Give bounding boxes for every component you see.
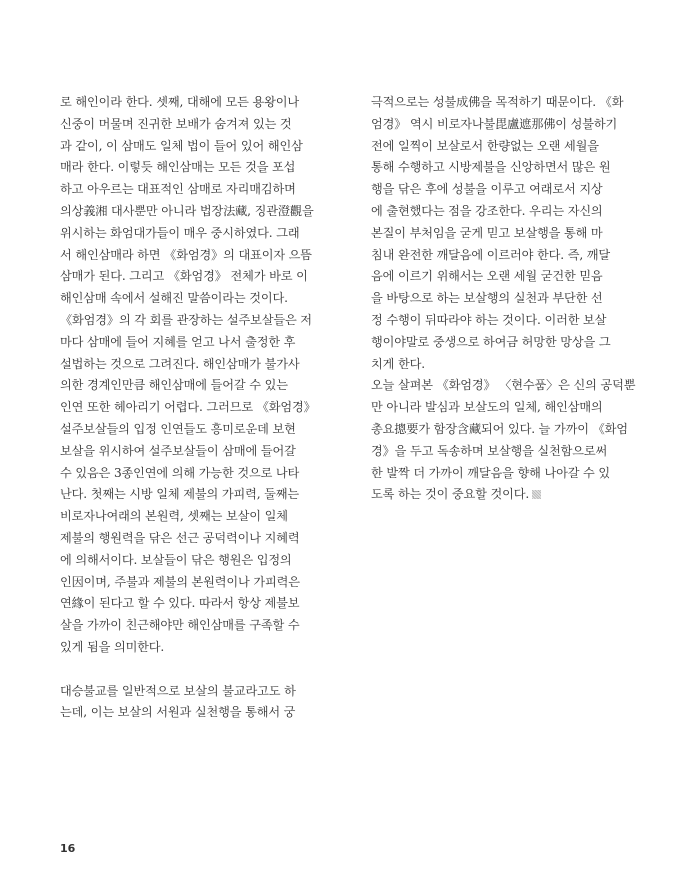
text-line: 있게 됨을 의미한다. (60, 639, 165, 654)
text-line (371, 484, 641, 506)
text-line: 마다 삼매에 들어 지혜를 얻고 나서 출정한 후 (60, 334, 296, 349)
text-line: 의상義湘 대사뿐만 아니라 법장法藏, 징관澄觀을 (60, 203, 314, 218)
page-number: 16 (60, 842, 76, 855)
text-line: 만 아니라 발심과 보살도의 일체, 해인삼매의 (371, 400, 603, 415)
text-line: 매라 한다. 이렇듯 해인삼매는 모든 것을 포섭 (60, 160, 296, 175)
left-column (60, 92, 330, 724)
paragraph-bodhisattvas (60, 310, 330, 659)
text-line: 설주보살들의 입정 인연들도 흥미로운데 보현 (60, 421, 296, 436)
text-line: 과 같이, 이 삼매도 일체 법이 들어 있어 해인삼 (60, 138, 303, 153)
paragraph-buddhahood (371, 92, 641, 375)
paragraph-haein-samadhi (60, 92, 330, 310)
text-line: 살을 가까이 친근해야만 해인삼매를 구족할 수 (60, 618, 300, 633)
text-line: 신중이 머물며 진귀한 보배가 숨겨져 있는 것 (60, 116, 292, 131)
text-line: 인연 또한 헤아리기 어렵다. 그러므로 《화엄경》 (60, 400, 316, 415)
text-line: 삼매가 된다. 그리고 《화엄경》 전체가 바로 이 (60, 269, 308, 284)
end-mark-icon (532, 490, 541, 499)
text-line: 전에 일찍이 보살로서 한량없는 오랜 세월을 (371, 138, 599, 153)
text-line: 서 해인삼매라 하면 《화엄경》의 대표이자 으뜸 (60, 247, 312, 262)
text-line: 보살을 위시하여 설주보살들이 삼매에 들어갈 (60, 443, 296, 458)
text-line: 는데, 이는 보살의 서원과 실천행을 통해서 궁 (60, 705, 296, 720)
text-line: 경》을 두고 독송하며 보살행을 실천함으로써 (371, 443, 608, 458)
text-line: 총요摠要가 함장含藏되어 있다. 늘 가까이 《화엄 (371, 421, 628, 436)
text-line: 한 발짝 더 가까이 깨달음을 향해 나아갈 수 있 (371, 465, 611, 480)
text-line: 제불의 행원력을 닦은 선근 공덕력이나 지혜력 (60, 530, 300, 545)
text-line: 행을 닦은 후에 성불을 이루고 여래로서 지상 (371, 182, 603, 197)
text-line: 침내 완전한 깨달음에 이르러야 한다. 즉, 깨달 (371, 247, 611, 262)
text-line: 난다. 첫째는 시방 일체 제불의 가피력, 둘째는 (60, 487, 300, 502)
paragraph-mahayana (60, 681, 330, 725)
text-line: 통해 수행하고 시방제불을 신앙하면서 많은 원 (371, 160, 611, 175)
text-line: 본질이 부처임을 굳게 믿고 보살행을 통해 마 (371, 225, 603, 240)
text-line: 치게 한다. (371, 356, 425, 371)
text-line: 에 의해서이다. 보살들이 닦은 행원은 입정의 (60, 552, 292, 567)
text-line: 《화엄경》의 각 회를 관장하는 설주보살들은 저 (60, 312, 312, 327)
text-line: 행이야말로 중생으로 하여금 허망한 망상을 그 (371, 334, 611, 349)
text-line: 엄경》 역시 비로자나불毘盧遮那佛이 성불하기 (371, 116, 618, 131)
paragraph-conclusion (371, 375, 641, 506)
text-line: 극적으로는 성불成佛을 목적하기 때문이다. 《화 (371, 95, 624, 109)
text-line: 의한 경계인만큼 해인삼매에 들어갈 수 있는 (60, 378, 288, 393)
text-line: 인因이며, 주불과 제불의 본원력이나 가피력은 (60, 574, 300, 589)
right-column (371, 92, 641, 506)
text-line: 위시하는 화엄대가들이 매우 중시하였다. 그래 (60, 225, 300, 240)
text-line: 설법하는 것으로 그려진다. 해인삼매가 불가사 (60, 356, 300, 371)
text-line: 오늘 살펴본 《화엄경》 〈현수품〉은 신의 공덕뿐 (371, 378, 636, 393)
text-line: 에 출현했다는 점을 강조한다. 우리는 자신의 (371, 203, 603, 218)
text-line: 연緣이 된다고 할 수 있다. 따라서 항상 제불보 (60, 596, 300, 611)
text-line: 해인삼매 속에서 설해진 말씀이라는 것이다. (60, 291, 288, 306)
text-line: 을 바탕으로 하는 보살행의 실천과 부단한 선 (371, 291, 603, 306)
text-line: 로 해인이라 한다. 셋째, 대해에 모든 용왕이나 (60, 95, 300, 109)
text-line: 정 수행이 뒤따라야 하는 것이다. 이러한 보살 (371, 312, 607, 327)
text-line: 수 있음은 3종인연에 의해 가능한 것으로 나타 (60, 465, 300, 480)
text-line: 비로자나여래의 본원력, 셋째는 보살이 일체 (60, 509, 288, 524)
paragraph-gap (60, 659, 330, 681)
text-line: 음에 이르기 위해서는 오랜 세월 굳건한 믿음 (371, 269, 603, 284)
text-line: 대승불교를 일반적으로 보살의 불교라고도 하 (60, 683, 296, 698)
text-line-content: 도록 하는 것이 중요할 것이다. (371, 487, 530, 502)
text-line: 하고 아우르는 대표적인 삼매로 자리매김하며 (60, 182, 296, 197)
